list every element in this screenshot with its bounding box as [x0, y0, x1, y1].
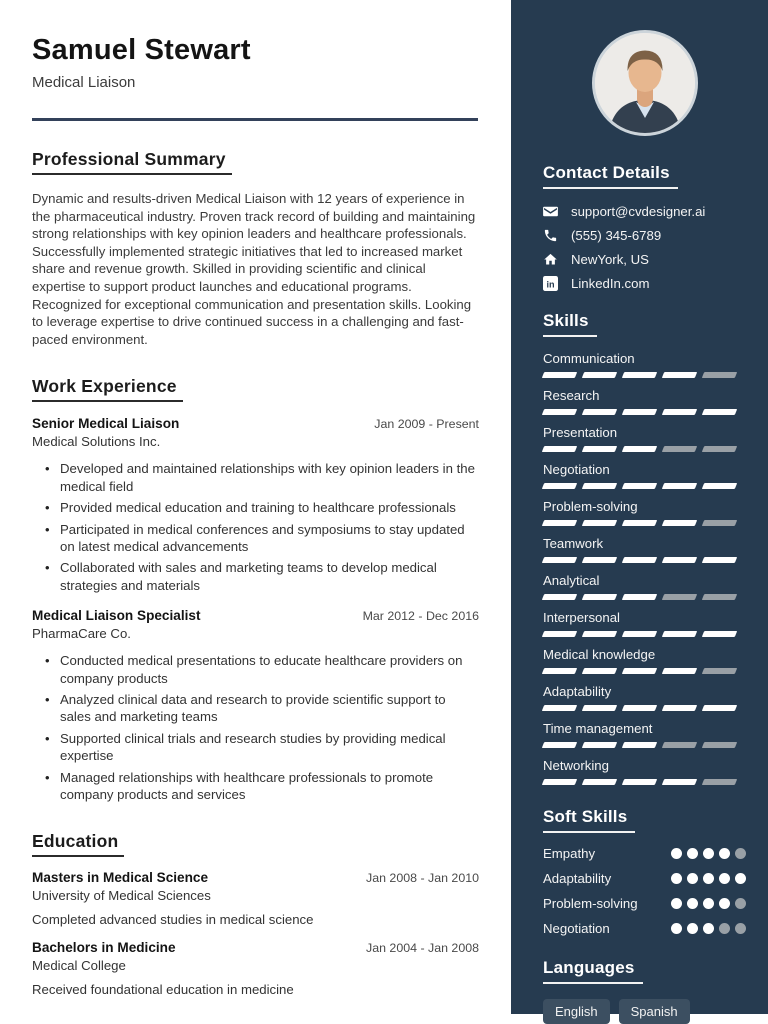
skill-bar: [543, 631, 746, 637]
skill-segment: [702, 446, 737, 452]
skill-segment: [622, 594, 657, 600]
skill-segment: [662, 372, 697, 378]
skill-segment: [622, 668, 657, 674]
skill-bar: [543, 742, 746, 748]
skill-name: Negotiation: [543, 462, 610, 477]
school-name: Medical College: [32, 958, 126, 974]
skill-segment: [542, 409, 577, 415]
bullet-item: • Participated in medical conferences and symposiums to stay updated on latest medical advancements: [32, 521, 479, 556]
skill-item: [543, 462, 746, 489]
skill-segment: [542, 742, 577, 748]
skill-segment: [662, 409, 697, 415]
skill-segment: [622, 446, 657, 452]
skill-segment: [582, 446, 617, 452]
soft-skill-row: [543, 846, 746, 861]
contact-item[interactable]: [543, 228, 746, 243]
education-section: [32, 831, 478, 997]
skill-segment: [542, 594, 577, 600]
soft-skill-dots: [671, 873, 746, 884]
experience-section: [32, 376, 478, 803]
skill-segment: [582, 705, 617, 711]
skill-item: [543, 351, 746, 378]
jobs-container: [32, 416, 478, 803]
skill-bar: [543, 409, 746, 415]
job-entry: [32, 416, 478, 594]
job-bullets: [32, 652, 479, 803]
contact-item[interactable]: [543, 204, 746, 219]
rating-dot: [687, 848, 698, 859]
contact-text: LinkedIn.com: [571, 276, 650, 291]
education-entry: [32, 940, 478, 997]
bullet-item: • Analyzed clinical data and research to provide scientific support to sales and marketing teams: [32, 691, 479, 726]
skill-segment: [622, 779, 657, 785]
skill-segment: [622, 631, 657, 637]
soft-skills-heading: Soft Skills: [543, 807, 635, 833]
contact-section: [543, 163, 746, 291]
bullet-item: • Developed and maintained relationships with key opinion leaders in the medical field: [32, 460, 479, 495]
resume-sidebar: [511, 0, 768, 1019]
job-title: Medical Liaison Specialist: [32, 608, 201, 624]
skill-name: Communication: [543, 351, 635, 366]
skill-segment: [702, 742, 737, 748]
linkedin-icon: [543, 276, 558, 291]
skill-segment: [582, 779, 617, 785]
skill-bar: [543, 594, 746, 600]
contact-text: (555) 345-6789: [571, 228, 662, 243]
skill-name: Research: [543, 388, 600, 403]
skill-bar: [543, 705, 746, 711]
soft-skill-row: [543, 871, 746, 886]
experience-heading: Work Experience: [32, 376, 183, 402]
skill-segment: [622, 483, 657, 489]
rating-dot: [735, 848, 746, 859]
contact-text: support@cvdesigner.ai: [571, 204, 706, 219]
skill-bar: [543, 668, 746, 674]
skill-segment: [622, 409, 657, 415]
skill-segment: [622, 520, 657, 526]
rating-dot: [703, 923, 714, 934]
skill-name: Analytical: [543, 573, 600, 588]
skill-segment: [582, 668, 617, 674]
skill-item: [543, 573, 746, 600]
skill-item: [543, 499, 746, 526]
rating-dot: [719, 923, 730, 934]
education-container: [32, 870, 478, 997]
skill-name: Time management: [543, 721, 653, 736]
skill-bar: [543, 520, 746, 526]
degree-title: Bachelors in Medicine: [32, 940, 176, 956]
soft-skill-name: Negotiation: [543, 921, 610, 936]
skill-segment: [542, 520, 577, 526]
education-dates: Jan 2004 - Jan 2008: [366, 941, 479, 956]
skill-segment: [662, 779, 697, 785]
phone-icon: [543, 228, 558, 243]
summary-heading: Professional Summary: [32, 149, 232, 175]
contact-list: [543, 204, 746, 291]
skill-segment: [542, 557, 577, 563]
rating-dot: [719, 873, 730, 884]
skill-segment: [662, 483, 697, 489]
soft-skill-dots: [671, 848, 746, 859]
language-chip: English: [543, 999, 610, 1024]
rating-dot: [735, 898, 746, 909]
skill-bar: [543, 557, 746, 563]
skill-segment: [542, 705, 577, 711]
skill-segment: [582, 520, 617, 526]
rating-dot: [703, 898, 714, 909]
rating-dot: [671, 873, 682, 884]
education-note: Completed advanced studies in medical science: [32, 912, 314, 928]
rating-dot: [735, 873, 746, 884]
rating-dot: [703, 848, 714, 859]
job-bullets: [32, 460, 479, 594]
skill-item: [543, 647, 746, 674]
skill-item: [543, 610, 746, 637]
header-divider: [32, 118, 478, 121]
skills-list: [543, 351, 746, 785]
skill-segment: [582, 372, 617, 378]
language-chip: Spanish: [619, 999, 690, 1024]
skill-item: [543, 758, 746, 785]
skill-segment: [702, 409, 737, 415]
bullet-item: • Provided medical education and training to healthcare professionals: [32, 499, 479, 516]
skill-segment: [662, 631, 697, 637]
skill-item: [543, 536, 746, 563]
skill-segment: [542, 372, 577, 378]
contact-text: NewYork, US: [571, 252, 649, 267]
skill-segment: [622, 705, 657, 711]
skill-segment: [702, 483, 737, 489]
soft-skill-name: Adaptability: [543, 871, 612, 886]
education-heading: Education: [32, 831, 124, 857]
skill-segment: [582, 483, 617, 489]
soft-skills-section: [543, 807, 746, 936]
skill-segment: [702, 705, 737, 711]
summary-text: Dynamic and results-driven Medical Liaison with 12 years of experience in the pharmaceutical industry. Proven track record of building and maintaining strong relationships with key opinion leaders and healthcare professionals. Successfully implemented strategic initiatives that led to increased market share and revenue growth. Skilled in providing scientific and clinical expertise to support product launches and educational programs. Recognized for exceptional communication and presentation skills. Looking to leverage expertise to drive continued success in a challenging and fast-paced environment.: [32, 191, 476, 347]
rating-dot: [671, 898, 682, 909]
skill-segment: [582, 594, 617, 600]
skill-name: Problem-solving: [543, 499, 638, 514]
skill-segment: [622, 742, 657, 748]
education-dates: Jan 2008 - Jan 2010: [366, 871, 479, 886]
skill-segment: [622, 557, 657, 563]
soft-skill-name: Empathy: [543, 846, 596, 861]
skill-segment: [542, 446, 577, 452]
degree-title: Masters in Medical Science: [32, 870, 209, 886]
rating-dot: [671, 923, 682, 934]
skill-segment: [582, 557, 617, 563]
skill-item: [543, 388, 746, 415]
skills-heading: Skills: [543, 311, 597, 337]
contact-heading: Contact Details: [543, 163, 678, 189]
skill-segment: [702, 779, 737, 785]
skill-item: [543, 721, 746, 748]
home-icon: [543, 252, 558, 267]
skill-name: Adaptability: [543, 684, 612, 699]
skill-segment: [582, 742, 617, 748]
rating-dot: [719, 898, 730, 909]
languages-section: [543, 958, 746, 1024]
rating-dot: [671, 848, 682, 859]
skill-segment: [662, 520, 697, 526]
rating-dot: [687, 923, 698, 934]
languages-list: [543, 999, 746, 1024]
skill-segment: [702, 631, 737, 637]
skill-name: Networking: [543, 758, 609, 773]
profile-photo: [592, 30, 698, 136]
skills-section: [543, 311, 746, 785]
company-name: PharmaCare Co.: [32, 626, 131, 642]
skill-segment: [702, 594, 737, 600]
job-entry: [32, 608, 478, 803]
skill-item: [543, 425, 746, 452]
skill-segment: [662, 705, 697, 711]
skill-segment: [582, 409, 617, 415]
school-name: University of Medical Sciences: [32, 888, 211, 904]
skill-segment: [702, 557, 737, 563]
skill-segment: [662, 668, 697, 674]
skill-item: [543, 684, 746, 711]
skill-segment: [542, 668, 577, 674]
skill-segment: [542, 779, 577, 785]
bullet-item: • Conducted medical presentations to educate healthcare providers on company products: [32, 652, 479, 687]
education-note: Received foundational education in medicine: [32, 982, 294, 998]
soft-skill-dots: [671, 923, 746, 934]
soft-skill-dots: [671, 898, 746, 909]
skill-segment: [702, 668, 737, 674]
job-title: Senior Medical Liaison: [32, 416, 180, 432]
skill-segment: [582, 631, 617, 637]
job-dates: Mar 2012 - Dec 2016: [362, 609, 479, 624]
rating-dot: [687, 873, 698, 884]
rating-dot: [687, 898, 698, 909]
email-icon: [543, 204, 558, 219]
contact-item[interactable]: [543, 276, 746, 291]
contact-item[interactable]: [543, 252, 746, 267]
svg-text:in: in: [546, 279, 555, 290]
rating-dot: [719, 848, 730, 859]
skill-segment: [662, 742, 697, 748]
job-header: [32, 416, 479, 431]
languages-heading: Languages: [543, 958, 643, 984]
rating-dot: [703, 873, 714, 884]
bullet-item: • Managed relationships with healthcare professionals to promote company products and services: [32, 769, 479, 804]
skill-name: Interpersonal: [543, 610, 620, 625]
skill-segment: [542, 631, 577, 637]
skill-segment: [662, 557, 697, 563]
profile-photo-illustration: [595, 33, 695, 133]
person-name: Samuel Stewart: [32, 34, 251, 66]
skill-segment: [702, 372, 737, 378]
skill-segment: [662, 446, 697, 452]
skill-bar: [543, 372, 746, 378]
skill-segment: [542, 483, 577, 489]
bullet-item: • Collaborated with sales and marketing teams to develop medical strategies and materials: [32, 559, 479, 594]
job-header: [32, 608, 479, 623]
summary-section: [32, 149, 478, 348]
bullet-item: • Supported clinical trials and research studies by providing medical expertise: [32, 730, 479, 765]
skill-segment: [662, 594, 697, 600]
skill-name: Medical knowledge: [543, 647, 656, 662]
job-dates: Jan 2009 - Present: [374, 417, 479, 432]
soft-skill-row: [543, 896, 746, 911]
soft-skill-row: [543, 921, 746, 936]
skill-segment: [622, 372, 657, 378]
person-job-title: Medical Liaison: [32, 74, 136, 91]
skill-bar: [543, 483, 746, 489]
skill-bar: [543, 779, 746, 785]
soft-skills-list: [543, 846, 746, 936]
rating-dot: [735, 923, 746, 934]
skill-bar: [543, 446, 746, 452]
company-name: Medical Solutions Inc.: [32, 434, 161, 450]
skill-segment: [702, 520, 737, 526]
education-header: [32, 870, 479, 885]
skill-name: Teamwork: [543, 536, 604, 551]
education-header: [32, 940, 479, 955]
education-entry: [32, 870, 478, 927]
skill-name: Presentation: [543, 425, 618, 440]
soft-skill-name: Problem-solving: [543, 896, 638, 911]
